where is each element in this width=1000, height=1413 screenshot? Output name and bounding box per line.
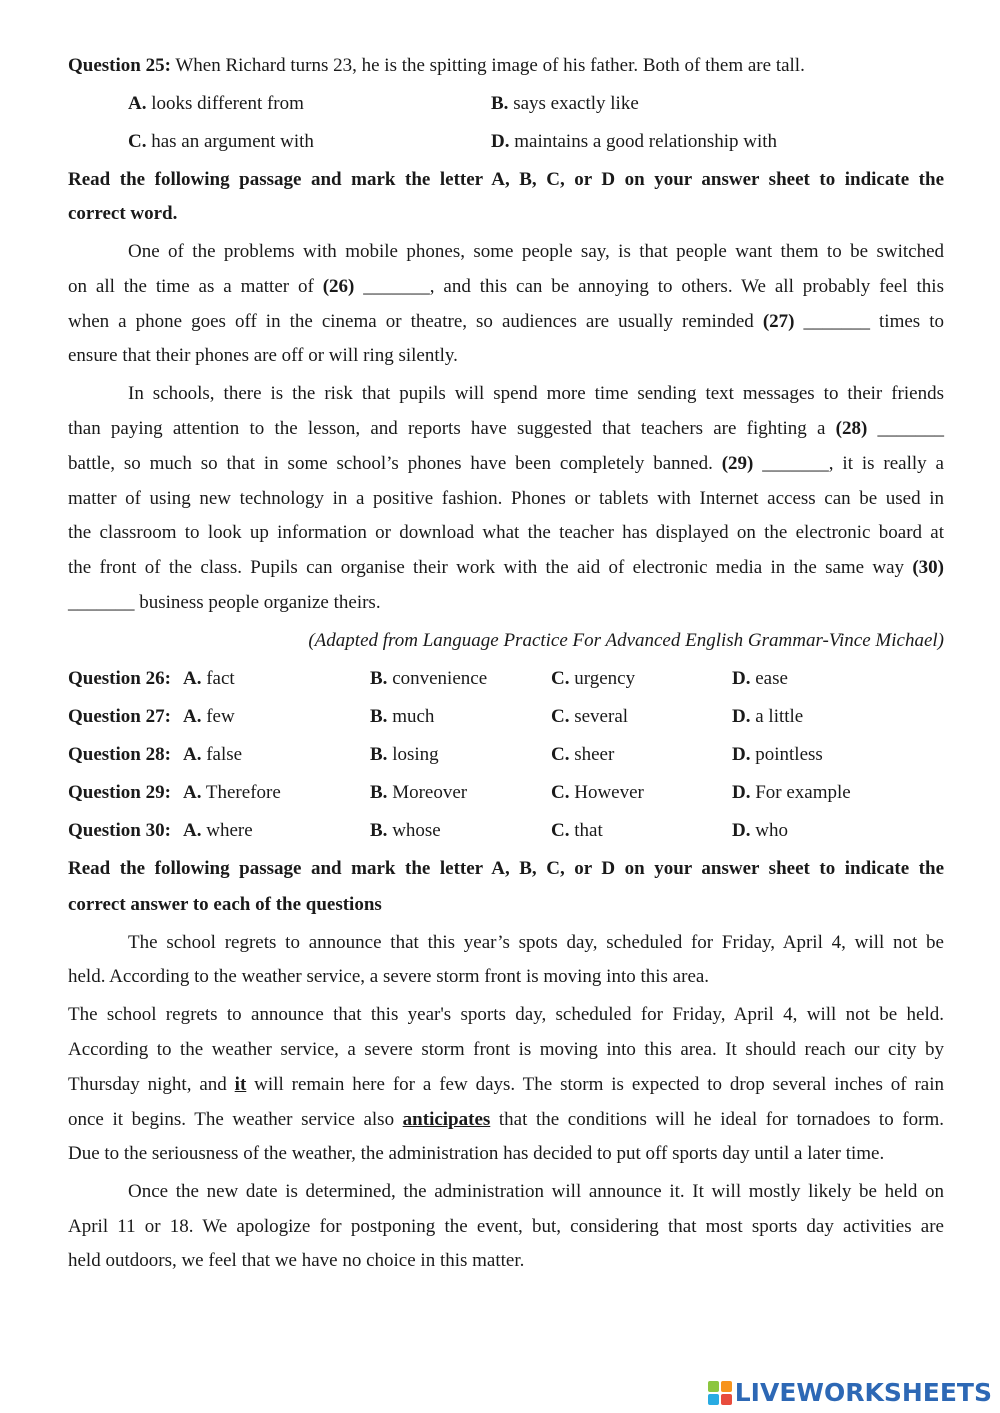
blank-30-marker: (30) [912,557,944,578]
passage-1-line: than paying attention to the lesson, and reports have suggested that teachers are fighting a (28) _______ [68,418,944,439]
passage-2-line: held outdoors, we feel that we have no choice in this matter. [68,1250,525,1271]
blank-27-marker: (27) [762,311,795,332]
q28-option-c[interactable]: C. sheer [551,744,615,765]
q27-option-d[interactable]: D. a little [732,706,804,727]
passage-1-line: ensure that their phones are off or will ring silently. [68,345,458,366]
liveworksheets-logo-text: LIVEWORKSHEETS [734,1378,992,1407]
q30-option-b[interactable]: B. whose [370,820,441,841]
q26-option-a[interactable]: A. fact [183,668,235,689]
passage-2-line: The school regrets to announce that this year’s spots day, scheduled for Friday, April 4, will not be [128,932,944,953]
q29-option-a[interactable]: A. Therefore [183,782,281,803]
q27-option-a[interactable]: A. few [183,706,235,727]
passage-1-line: _______ business people organize theirs. [68,592,381,613]
instruction-1-line-1: Read the following passage and mark the letter A, B, C, or D on your answer sheet to indicate the [68,169,944,190]
q29-option-c[interactable]: C. However [551,782,644,803]
q30-option-a[interactable]: A. where [183,820,253,841]
q26-option-d[interactable]: D. ease [732,668,788,689]
blank-28-marker: (28) [835,418,868,439]
passage-2-line: held. According to the weather service, a severe storm front is moving into this area. [68,966,710,987]
q29-option-d[interactable]: D. For example [732,782,851,803]
underlined-word-anticipates: anticipates [402,1109,491,1130]
question-26-label: Question 26: [68,668,171,689]
passage-2-line: According to the weather service, a severe storm front is moving into this area. It should reach our city by [68,1039,944,1060]
q27-option-c[interactable]: C. several [551,706,629,727]
q28-option-b[interactable]: B. losing [370,744,439,765]
passage-1-line: In schools, there is the risk that pupils will spend more time sending text messages to their friends [128,383,944,404]
q29-option-b[interactable]: B. Moreover [370,782,468,803]
q30-option-d[interactable]: D. who [732,820,788,841]
q25-option-a[interactable]: A. looks different from [128,93,304,114]
passage-1-source: (Adapted from Language Practice For Advanced English Grammar-Vince Michael) [308,630,944,651]
blank-29-marker: (29) [721,453,754,474]
question-28-label: Question 28: [68,744,171,765]
question-25-stem: Question 25: When Richard turns 23, he is the spitting image of his father. Both of them are tall. [68,55,805,76]
q25-option-b[interactable]: B. says exactly like [491,93,639,114]
passage-1-line: One of the problems with mobile phones, some people say, is that people want them to be switched [128,241,944,262]
passage-2-line: The school regrets to announce that this year's sports day, scheduled for Friday, April 4, will not be held. [68,1004,944,1025]
passage-2-line: April 11 or 18. We apologize for postponing the event, but, considering that most sports day activities are [68,1216,944,1237]
q27-option-b[interactable]: B. much [370,706,435,727]
passage-1-line: when a phone goes off in the cinema or theatre, so audiences are usually reminded (27) _______ times to [68,311,944,332]
passage-1-line: the classroom to look up information or download what the teacher has displayed on the electronic board at [68,522,944,543]
blank-26-marker: (26) [322,276,355,297]
instruction-2-line-2: correct answer to each of the questions [68,894,382,915]
question-27-label: Question 27: [68,706,171,727]
q26-option-c[interactable]: C. urgency [551,668,636,689]
passage-1-line: the front of the class. Pupils can organise their work with the aid of electronic media in the same way (30) [68,557,944,578]
passage-2-line: once it begins. The weather service also anticipates that the conditions will he ideal for tornadoes to form. [68,1109,944,1130]
underlined-word-it: it [234,1074,247,1095]
q25-option-d[interactable]: D. maintains a good relationship with [491,131,778,152]
instruction-1-line-2: correct word. [68,203,178,224]
q25-option-c[interactable]: C. has an argument with [128,131,314,152]
q26-option-b[interactable]: B. convenience [370,668,488,689]
q28-option-a[interactable]: A. false [183,744,243,765]
liveworksheets-logo-icon [708,1381,732,1405]
passage-1-line: on all the time as a matter of (26) _______, and this can be annoying to others. We all probably feel this [68,276,944,297]
instruction-2-line-1: Read the following passage and mark the letter A, B, C, or D on your answer sheet to indicate the [68,858,944,879]
passage-1-line: battle, so much so that in some school’s phones have been completely banned. (29) _______, it is really a [68,453,944,474]
passage-1-line: matter of using new technology in a positive fashion. Phones or tablets with Internet access can be used in [68,488,944,509]
q28-option-d[interactable]: D. pointless [732,744,823,765]
q30-option-c[interactable]: C. that [551,820,603,841]
passage-2-line: Thursday night, and it will remain here for a few days. The storm is expected to drop several inches of rain [68,1074,944,1095]
passage-2-line: Once the new date is determined, the administration will announce it. It will mostly likely be held on [128,1181,944,1202]
passage-2-line: Due to the seriousness of the weather, the administration has decided to put off sports day until a later time. [68,1143,885,1164]
question-30-label: Question 30: [68,820,171,841]
question-29-label: Question 29: [68,782,171,803]
liveworksheets-logo[interactable] [708,1378,992,1407]
